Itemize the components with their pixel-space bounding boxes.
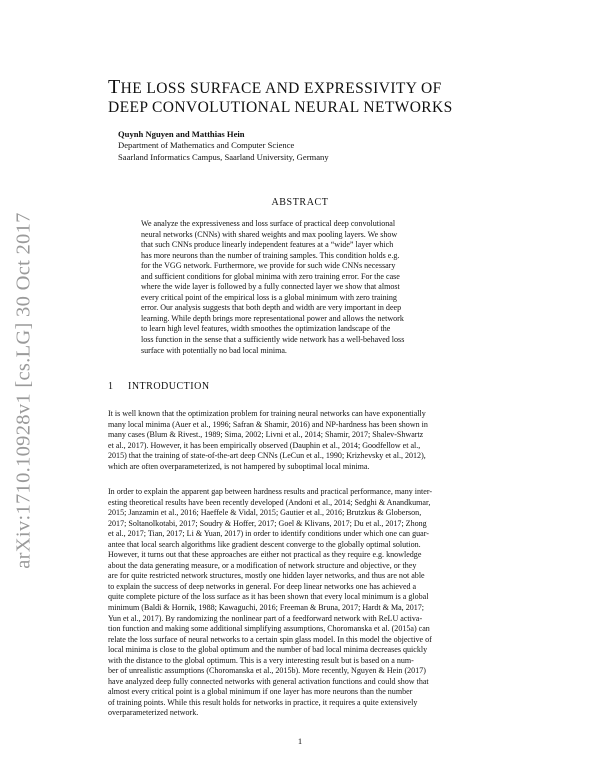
intro-paragraph-1 [108, 409, 496, 472]
paragraph-line: In order to explain the apparent gap between hardness results and practical performance, many inter- [108, 487, 433, 496]
abstract-line: for the VGG network. Furthermore, we provide for such wide CNNs necessary [141, 261, 396, 271]
paragraph-line: almost every critical point is a global minimum if one layer has more neurons than the number [108, 687, 413, 697]
author-affiliation-university: Saarland Informatics Campus, Saarland University, Germany [118, 151, 329, 162]
abstract-line: to learn high level features, width smoothes the optimization landscape of the [141, 324, 391, 334]
author-affiliation-department: Department of Mathematics and Computer Science [118, 140, 295, 151]
abstract-line: surface with potentially no bad local minima. [141, 345, 287, 355]
section-number: 1 [108, 381, 114, 392]
paragraph-line: tion function and making some additional simplifying assumptions, Choromanska et al. (2015a) can [108, 624, 430, 634]
abstract-line: We analyze the expressiveness and loss surface of practical deep convolutional [141, 219, 396, 228]
arxiv-identifier-text: arXiv:1710.10928v1 [cs.LG] 30 Oct 2017 [12, 211, 35, 569]
abstract-line: and sufficient conditions for global minima with zero training error. For the case [141, 271, 400, 281]
title-line-2: DEEP CONVOLUTIONAL NEURAL NETWORKS [108, 99, 453, 116]
section-title: INTRODUCTION [128, 381, 210, 392]
abstract-line: that such CNNs produce linearly independent features at a “wide” layer which [141, 240, 394, 250]
arxiv-identifier-stamp [4, 180, 44, 600]
abstract-line: neural networks (CNNs) with shared weights and max pooling layers. We show [141, 229, 398, 239]
abstract-line: error. Our analysis suggests that both depth and width are very important in deep [141, 303, 402, 313]
paragraph-line: are for quite restricted network structures, mostly one hidden layer networks, and thus are not able [108, 571, 425, 581]
title-line-1: HE LOSS SURFACE AND EXPRESSIVITY OF [120, 80, 442, 97]
paragraph-line: et al., 2017). However, it has been empirically observed (Dauphin et al., 2014; Goodfellow et al., [108, 440, 421, 450]
paragraph-line: local minima is close to the global optimum and the number of bad local minima decreases quickly [108, 645, 428, 655]
paragraph-line: et al., 2017; Tian, 2017; Li & Yuan, 2017) in order to identify conditions under which one can guar- [108, 529, 429, 539]
paragraph-line: It is well known that the optimization problem for training neural networks can have exponentially [108, 409, 426, 418]
paragraph-line: about the data generating measure, or a modification of network structure and objective, or they [108, 560, 417, 570]
author-block [118, 129, 478, 163]
paragraph-line: esting theoretical results have been recently developed (Andoni et al., 2014; Sedghi & Anandkumar, [108, 497, 431, 507]
paragraph-line: have analyzed deep fully connected networks with general activation functions and could show that [108, 676, 429, 686]
paragraph-line: 2015; Janzamin et al., 2016; Haeffele & Vidal, 2015; Gautier et al., 2016; Brutzkus & Globerson, [108, 508, 422, 518]
author-names: Quynh Nguyen and Matthias Hein [118, 129, 245, 139]
paragraph-line: However, it turns out that these approaches are either not practical as they require e.g. knowledge [108, 550, 422, 560]
abstract-line: has more neurons than the number of training samples. This condition holds e.g. [141, 250, 400, 260]
paragraph-line: many local minima (Auer et al., 1996; Safran & Shamir, 2016) and NP-hardness has been shown in [108, 419, 428, 429]
paragraph-line: overparameterized network. [108, 708, 199, 718]
abstract-line: loss function in the sense that a sufficiently wide network has a well-behaved loss [141, 335, 405, 345]
section-heading-introduction [108, 381, 210, 392]
paragraph-line: 2017; Soltanolkotabi, 2017; Soudry & Hoffer, 2017; Goel & Klivans, 2017; Du et al., 2017; Zhong [108, 518, 427, 528]
paragraph-line: relate the loss surface of neural networks to a certain spin glass model. In this model the objective of [108, 634, 432, 644]
abstract-heading: ABSTRACT [271, 197, 329, 208]
paragraph-line: Yun et al., 2017). By randomizing the nonlinear part of a feedforward network with ReLU activa- [108, 613, 423, 623]
abstract-line: learning. While depth brings more representational power and allows the network [141, 313, 404, 323]
paragraph-line: ber of unrealistic assumptions (Choromanska et al., 2015b). More recently, Nguyen & Hein (2017) [108, 666, 426, 676]
paragraph-line: which are often overparameterized, is not hampered by suboptimal local minima. [108, 461, 370, 471]
paragraph-line: antee that local search algorithms like gradient descent converge to the globally optimal solution. [108, 539, 421, 549]
paragraph-line: with the distance to the global optimum. This is a very interesting result but is based on a num- [108, 655, 414, 665]
paper-title [108, 78, 528, 117]
title-initial-cap: T [108, 76, 121, 98]
abstract-line: where the wide layer is followed by a fully connected layer we show that almost [141, 282, 400, 292]
abstract-line: every critical point of the empirical loss is a global minimum with zero training [141, 292, 397, 302]
paragraph-line: many cases (Blum & Rivest., 1989; Sima, 2002; Livni et al., 2014; Shamir, 2017; Shalev-Shwartz [108, 430, 424, 440]
page-number: 1 [297, 736, 303, 746]
intro-paragraph-2 [108, 487, 496, 719]
paragraph-line: 2015) that the training of state-of-the-art deep CNNs (LeCun et al., 1990; Krizhevsky et al., 2012), [108, 451, 426, 461]
paragraph-line: to explain the success of deep networks in general. For deep linear networks one has achieved a [108, 581, 417, 591]
abstract-body [141, 219, 463, 356]
paragraph-line: minimum (Baldi & Hornik, 1988; Kawaguchi, 2016; Freeman & Bruna, 2017; Hardt & Ma, 2017; [108, 603, 425, 613]
paragraph-line: of training points. While this result holds for networks in practice, it requires a quite extensively [108, 697, 418, 707]
paragraph-line: quite complete picture of the loss surface as it has been shown that every local minimum is a global [108, 592, 429, 602]
